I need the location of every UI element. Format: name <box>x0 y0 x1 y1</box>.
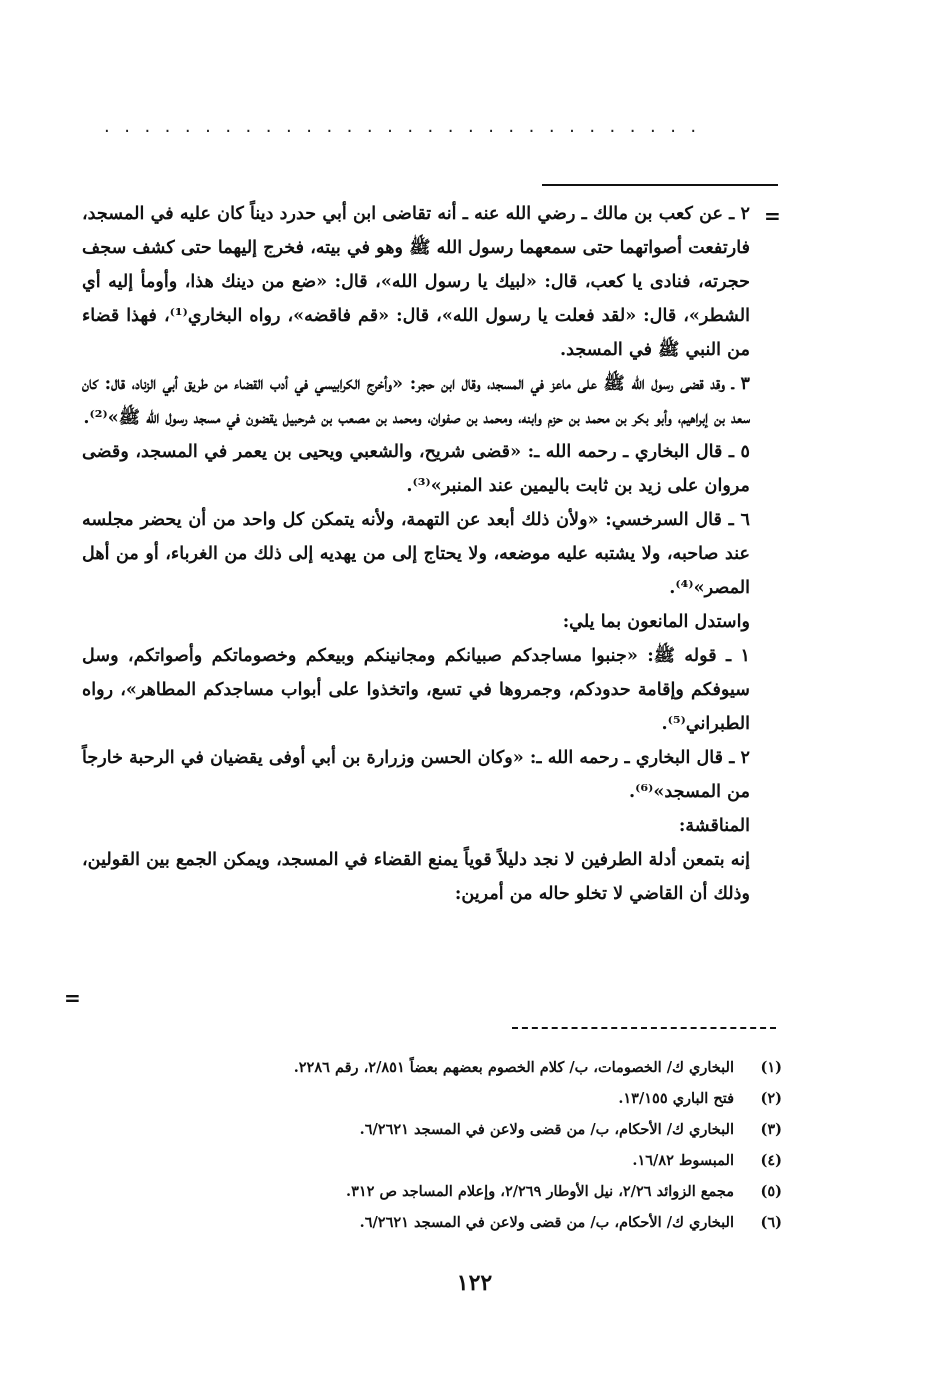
paragraph-hadith-junnibu: ١ ـ قوله ﷺ: «جنبوا مساجدكم صبيانكم ومجانينكم وبيعكم وخصوماتكم وأصواتكم، وسل سيوفكم وإقامة حدودكم، وجمروها في تسع، واتخذوا على أبواب مساجدكم المطاهر»، رواه الطبراني⁽⁵⁾. <box>82 645 750 734</box>
paragraph-discussion: إنه بتمعن أدلة الطرفين لا نجد دليلاً قوياً يمنع القضاء في المسجد، ويمكن الجمع بين القولين، وذلك أن القاضي لا تخلو حاله من أمرين: <box>82 849 750 904</box>
footnote-item <box>140 1114 782 1145</box>
footnote-item <box>140 1052 782 1083</box>
footnote-number: (١) <box>760 1059 782 1076</box>
footnote-number: (٣) <box>760 1121 782 1138</box>
footnote-number: (٦) <box>760 1214 782 1231</box>
footnote-text: المبسوط ١٦/٨٢. <box>632 1152 734 1169</box>
footnote-item <box>140 1145 782 1176</box>
footnote-item <box>140 1083 782 1114</box>
footnote-number: (٥) <box>760 1183 782 1200</box>
footnote-number: (٤) <box>760 1152 782 1169</box>
footnote-item <box>140 1207 782 1238</box>
section-heading-discussion: المناقشة: <box>678 815 750 836</box>
footnote-text: البخاري ك/ الخصومات، ب/ كلام الخصوم بعضهم بعضاً ٢/٨٥١، رقم ٢٢٨٦. <box>293 1059 734 1076</box>
paragraph-sarakhsi: ٦ ـ قال السرخسي: «ولأن ذلك أبعد عن التهمة، ولأنه يتمكن كل واحد من أن يحضر مجلسه عند صاحبه، ولا يشتبه عليه موضعه، ولا يحتاج إلى من يهديه إلى ذلك من الغرباء، أو من أهل المصر»⁽⁴⁾. <box>82 509 750 598</box>
footnote-text: البخاري ك/ الأحكام، ب/ من قضى ولاعن في المسجد ٦/٢٦٢١. <box>359 1121 734 1138</box>
footnote-text: البخاري ك/ الأحكام، ب/ من قضى ولاعن في المسجد ٦/٢٦٢١. <box>359 1214 734 1231</box>
footnote-text: مجمع الزوائد ٢/٢٦، نيل الأوطار ٢/٢٦٩، وإعلام المساجد ص ٣١٢. <box>346 1183 734 1200</box>
main-text <box>82 197 750 911</box>
footnotes <box>140 1052 782 1238</box>
footnote-number: (٢) <box>760 1090 782 1107</box>
continuation-mark-end: = <box>64 986 81 1010</box>
paragraph-bukhari-shurayh: ٥ ـ قال البخاري ـ رحمه الله ـ: «قضى شريح، والشعبي ويحيى بن يعمر في المسجد، وقضى مروان على زيد بن ثابت باليمين عند المنبر»⁽³⁾. <box>82 441 750 496</box>
footnote-item <box>140 1176 782 1207</box>
top-rule <box>542 184 778 186</box>
paragraph-opponents-intro: واستدل المانعون بما يلي: <box>562 611 750 632</box>
continuation-mark-start: = <box>764 204 781 228</box>
paragraph-maiz: ٣ ـ وقد قضى رسول الله ﷺ على ماعز في المسجد، وقال ابن حجر: «وأخرج الكرابيسي في أدب القضاء من طريق أبي الزناد، قال: كان سعد بن إبراهيم، وأبو بكر بن محمد بن حزم وابنه، ومحمد بن صفوان، ومحمد بن مصعب بن شرحبيل يقضون في مسجد رسول الله ﷺ»⁽²⁾. <box>82 373 750 428</box>
page-number: ١٢٢ <box>456 1270 493 1296</box>
paragraph-hadith-kaab: ٢ ـ عن كعب بن مالك ـ رضي الله عنه ـ أنه تقاضى ابن أبي حدرد ديناً كان عليه في المسجد، فارتفعت أصواتهما حتى سمعهما رسول الله ﷺ وهو في بيته، فخرج إليهما حتى كشف سجف حجرته، فنادى يا كعب، قال: «لبيك يا رسول الله»، قال: «ضع من دينك هذا، وأومأ إليه أي الشطر»، قال: «لقد فعلت يا رسول الله»، قال: «قم فاقضه»، رواه البخاري⁽¹⁾، فهذا قضاء من النبي ﷺ في المسجد. <box>82 203 750 360</box>
footnote-text: فتح الباري ١٣/١٥٥. <box>618 1090 734 1107</box>
paragraph-bukhari-hasan: ٢ ـ قال البخاري ـ رحمه الله ـ: «وكان الحسن وزرارة بن أبي أوفى يقضيان في الرحبة خارجاً من المسجد»⁽⁶⁾. <box>82 747 750 802</box>
footnote-separator <box>512 1027 776 1029</box>
header-dotted-line: .............................. <box>104 118 711 136</box>
